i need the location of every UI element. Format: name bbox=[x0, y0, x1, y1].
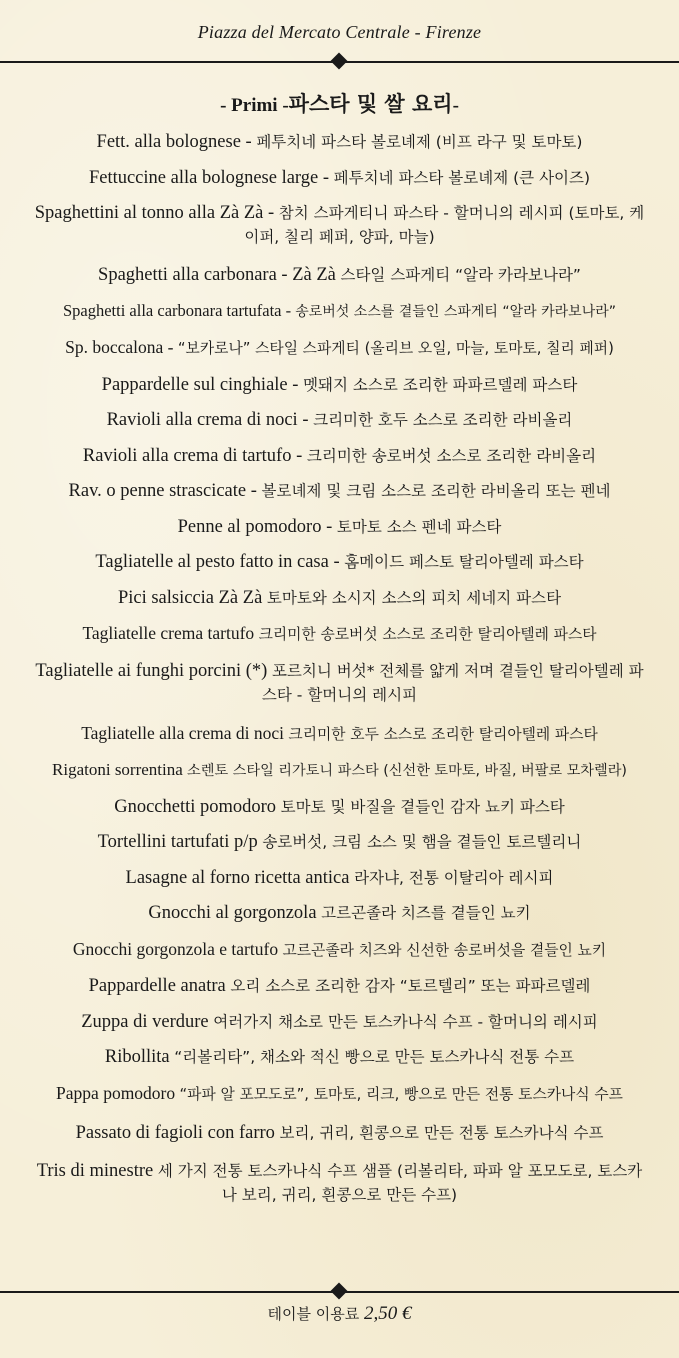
menu-item-korean: 토마토와 소시지 소스의 피치 세네지 파스타 bbox=[266, 588, 562, 607]
table-charge bbox=[0, 1303, 679, 1325]
menu-item bbox=[30, 1159, 649, 1207]
menu-item-italian: Ribollita bbox=[104, 1047, 175, 1067]
menu-item-korean: 크리미한 호두 소스로 조리한 탈리아텔레 파스타 bbox=[288, 725, 598, 743]
menu-item-korean: 라자냐, 전통 이탈리아 레시피 bbox=[354, 868, 554, 887]
section-prefix: - Primi - bbox=[220, 95, 289, 116]
menu-item-korean: “보카로나” 스타일 스파게티 (올리브 오일, 마늘, 토마토, 칠리 페퍼) bbox=[177, 340, 614, 357]
menu-item-korean: 홈메이드 페스토 탈리아텔레 파스타 bbox=[344, 553, 584, 571]
menu-item bbox=[30, 1010, 649, 1034]
menu-item bbox=[30, 1081, 649, 1107]
menu-item-korean: 토마토 소스 펜네 파스타 bbox=[336, 517, 502, 536]
menu-item bbox=[30, 408, 649, 432]
menu-item-italian: Gnocchi al gorgonzola bbox=[148, 903, 322, 923]
menu-item-italian: Sp. boccalona - bbox=[65, 337, 178, 357]
divider-diamond-ornament bbox=[331, 53, 348, 70]
menu-item bbox=[30, 586, 649, 610]
menu-item bbox=[30, 166, 649, 190]
menu-item-korean: 포르치니 버섯* 전체를 얇게 저며 곁들인 탈리아텔레 파스타 - 할머니의 레시피 bbox=[261, 661, 644, 704]
menu-item bbox=[30, 335, 649, 361]
restaurant-location-title: Piazza del Mercato Centrale - Firenze bbox=[197, 22, 482, 42]
menu-item-italian: Spaghettini al tonno alla Zà Zà - bbox=[34, 203, 279, 223]
menu-item-korean: 송로버섯 소스를 곁들인 스파게티 “알라 카라보나라” bbox=[295, 303, 617, 320]
menu-item-italian: Tagliatelle ai funghi porcini (*) bbox=[35, 660, 272, 681]
menu-item-korean: 오리 소스로 조리한 감자 “토르텔리” 또는 파파르델레 bbox=[230, 977, 591, 995]
menu-item-italian: Spaghetti alla carbonara - Zà Zà bbox=[98, 265, 341, 285]
menu-item-italian: Pappa pomodoro bbox=[56, 1082, 180, 1103]
menu-item-korean: 고르곤졸라 치즈를 곁들인 뇨키 bbox=[321, 904, 531, 922]
menu-item-korean: 고르곤졸라 치즈와 신선한 송로버섯을 곁들인 뇨키 bbox=[282, 941, 607, 959]
menu-item-korean: 세 가지 전통 토스카나식 수프 샘플 (리볼리타, 파파 알 포모도로, 토스카나 보리, 귀리, 흰콩으로 만든 수프) bbox=[157, 1161, 643, 1204]
menu-item-italian: Spaghetti alla carbonara tartufata - bbox=[62, 300, 296, 320]
menu-item-italian: Fett. alla bolognese - bbox=[96, 132, 257, 152]
menu-item-italian: Tagliatelle al pesto fatto in casa - bbox=[95, 552, 345, 572]
menu-item bbox=[30, 299, 649, 324]
menu-item-korean: 스타일 스파게티 “알라 카라보나라” bbox=[340, 266, 581, 284]
menu-item-italian: Zuppa di verdure bbox=[81, 1011, 214, 1032]
menu-item-korean: 페투치네 파스타 볼로녜제 (비프 라구 및 토마토) bbox=[256, 133, 583, 151]
menu-item bbox=[30, 866, 649, 890]
menu-item-korean: “리볼리타”, 채소와 적신 빵으로 만든 토스카나식 전통 수프 bbox=[174, 1048, 575, 1066]
menu-item-korean: 크리미한 송로버섯 소스로 조리한 탈리아텔레 파스타 bbox=[258, 626, 597, 643]
menu-item-italian: Fettuccine alla bolognese large - bbox=[88, 167, 334, 188]
menu-item-korean: 보리, 귀리, 흰콩으로 만든 전통 토스카나식 수프 bbox=[279, 1123, 604, 1142]
menu-item bbox=[30, 659, 649, 707]
menu-item bbox=[30, 830, 649, 854]
menu-item bbox=[30, 444, 649, 468]
section-suffix: - bbox=[452, 95, 459, 116]
menu-item-italian: Pappardelle anatra bbox=[88, 976, 231, 996]
section-title: 파스타 및 쌀 요리 bbox=[288, 92, 453, 116]
menu-item-italian: Lasagne al forno ricetta antica bbox=[125, 867, 355, 888]
menu-item-italian: Tris di minestre bbox=[36, 1160, 158, 1181]
menu-item-korean: 소렌토 스타일 리가토니 파스타 (신선한 토마토, 바질, 버팔로 모차렐라) bbox=[187, 763, 627, 779]
section-heading bbox=[0, 88, 679, 118]
menu-item-korean: 여러가지 채소로 만든 토스카나식 수프 - 할머니의 레시피 bbox=[213, 1012, 598, 1031]
menu-item-korean: 페투치네 파스타 볼로녜제 (큰 사이즈) bbox=[333, 168, 591, 187]
menu-item bbox=[30, 621, 649, 647]
menu-item-italian: Penne al pomodoro - bbox=[177, 516, 337, 537]
menu-item bbox=[30, 1045, 649, 1069]
menu-item bbox=[30, 130, 649, 154]
menu-item-italian: Tortellini tartufati p/p bbox=[97, 832, 263, 852]
menu-item bbox=[30, 974, 649, 998]
menu-item bbox=[30, 550, 649, 574]
menu-item-italian: Passato di fagioli con farro bbox=[75, 1122, 280, 1143]
menu-item-korean: 크리미한 송로버섯 소스로 조리한 라비올리 bbox=[306, 446, 597, 465]
menu-item bbox=[30, 479, 649, 503]
menu-item-italian: Tagliatelle crema tartufo bbox=[82, 623, 259, 643]
menu-item-italian: Gnocchi gorgonzola e tartufo bbox=[72, 938, 283, 959]
menu-item bbox=[30, 795, 649, 819]
menu-item-italian: Ravioli alla crema di noci - bbox=[106, 410, 314, 430]
menu-item-korean: 참치 스파게티니 파스타 - 할머니의 레시피 (토마토, 케이퍼, 칠리 페퍼, 양파, 마늘) bbox=[244, 204, 645, 246]
menu-item-korean: 송로버섯, 크림 소스 및 햄을 곁들인 토르텔리니 bbox=[262, 833, 582, 851]
menu-item bbox=[30, 758, 649, 783]
menu-item bbox=[30, 515, 649, 539]
divider-diamond-ornament bbox=[331, 1283, 348, 1300]
menu-item-italian: Pici salsiccia Zà Zà bbox=[117, 587, 267, 608]
menu-item bbox=[30, 721, 649, 747]
menu-item bbox=[30, 901, 649, 925]
menu-item-italian: Rav. o penne strascicate - bbox=[68, 481, 262, 501]
menu-item-korean: “파파 알 포모도로”, 토마토, 리크, 빵으로 만든 전통 토스카나식 수프 bbox=[179, 1085, 623, 1103]
table-charge-label: 테이블 이용료 bbox=[267, 1305, 364, 1323]
menu-item bbox=[30, 263, 649, 287]
table-charge-price: 2,50 € bbox=[363, 1303, 412, 1324]
menu-item bbox=[30, 373, 649, 397]
menu-list bbox=[30, 130, 649, 1218]
menu-item-korean: 볼로녜제 및 크림 소스로 조리한 라비올리 또는 펜네 bbox=[261, 482, 611, 500]
menu-item-italian: Gnocchetti pomodoro bbox=[114, 796, 281, 817]
bottom-divider bbox=[0, 1291, 679, 1293]
menu-item-italian: Ravioli alla crema di tartufo - bbox=[82, 445, 307, 466]
menu-item-korean: 멧돼지 소스로 조리한 파파르델레 파스타 bbox=[303, 375, 578, 394]
menu-item-korean: 토마토 및 바질을 곁들인 감자 뇨키 파스타 bbox=[280, 797, 565, 816]
top-divider bbox=[0, 61, 679, 63]
menu-item bbox=[30, 1121, 649, 1145]
menu-item-italian: Rigatoni sorrentina bbox=[52, 760, 188, 779]
menu-item-italian: Tagliatelle alla crema di noci bbox=[81, 722, 289, 743]
menu-item bbox=[30, 201, 649, 249]
menu-item-italian: Pappardelle sul cinghiale - bbox=[101, 374, 304, 395]
menu-item bbox=[30, 937, 649, 963]
menu-item-korean: 크리미한 호두 소스로 조리한 라비올리 bbox=[313, 411, 573, 429]
